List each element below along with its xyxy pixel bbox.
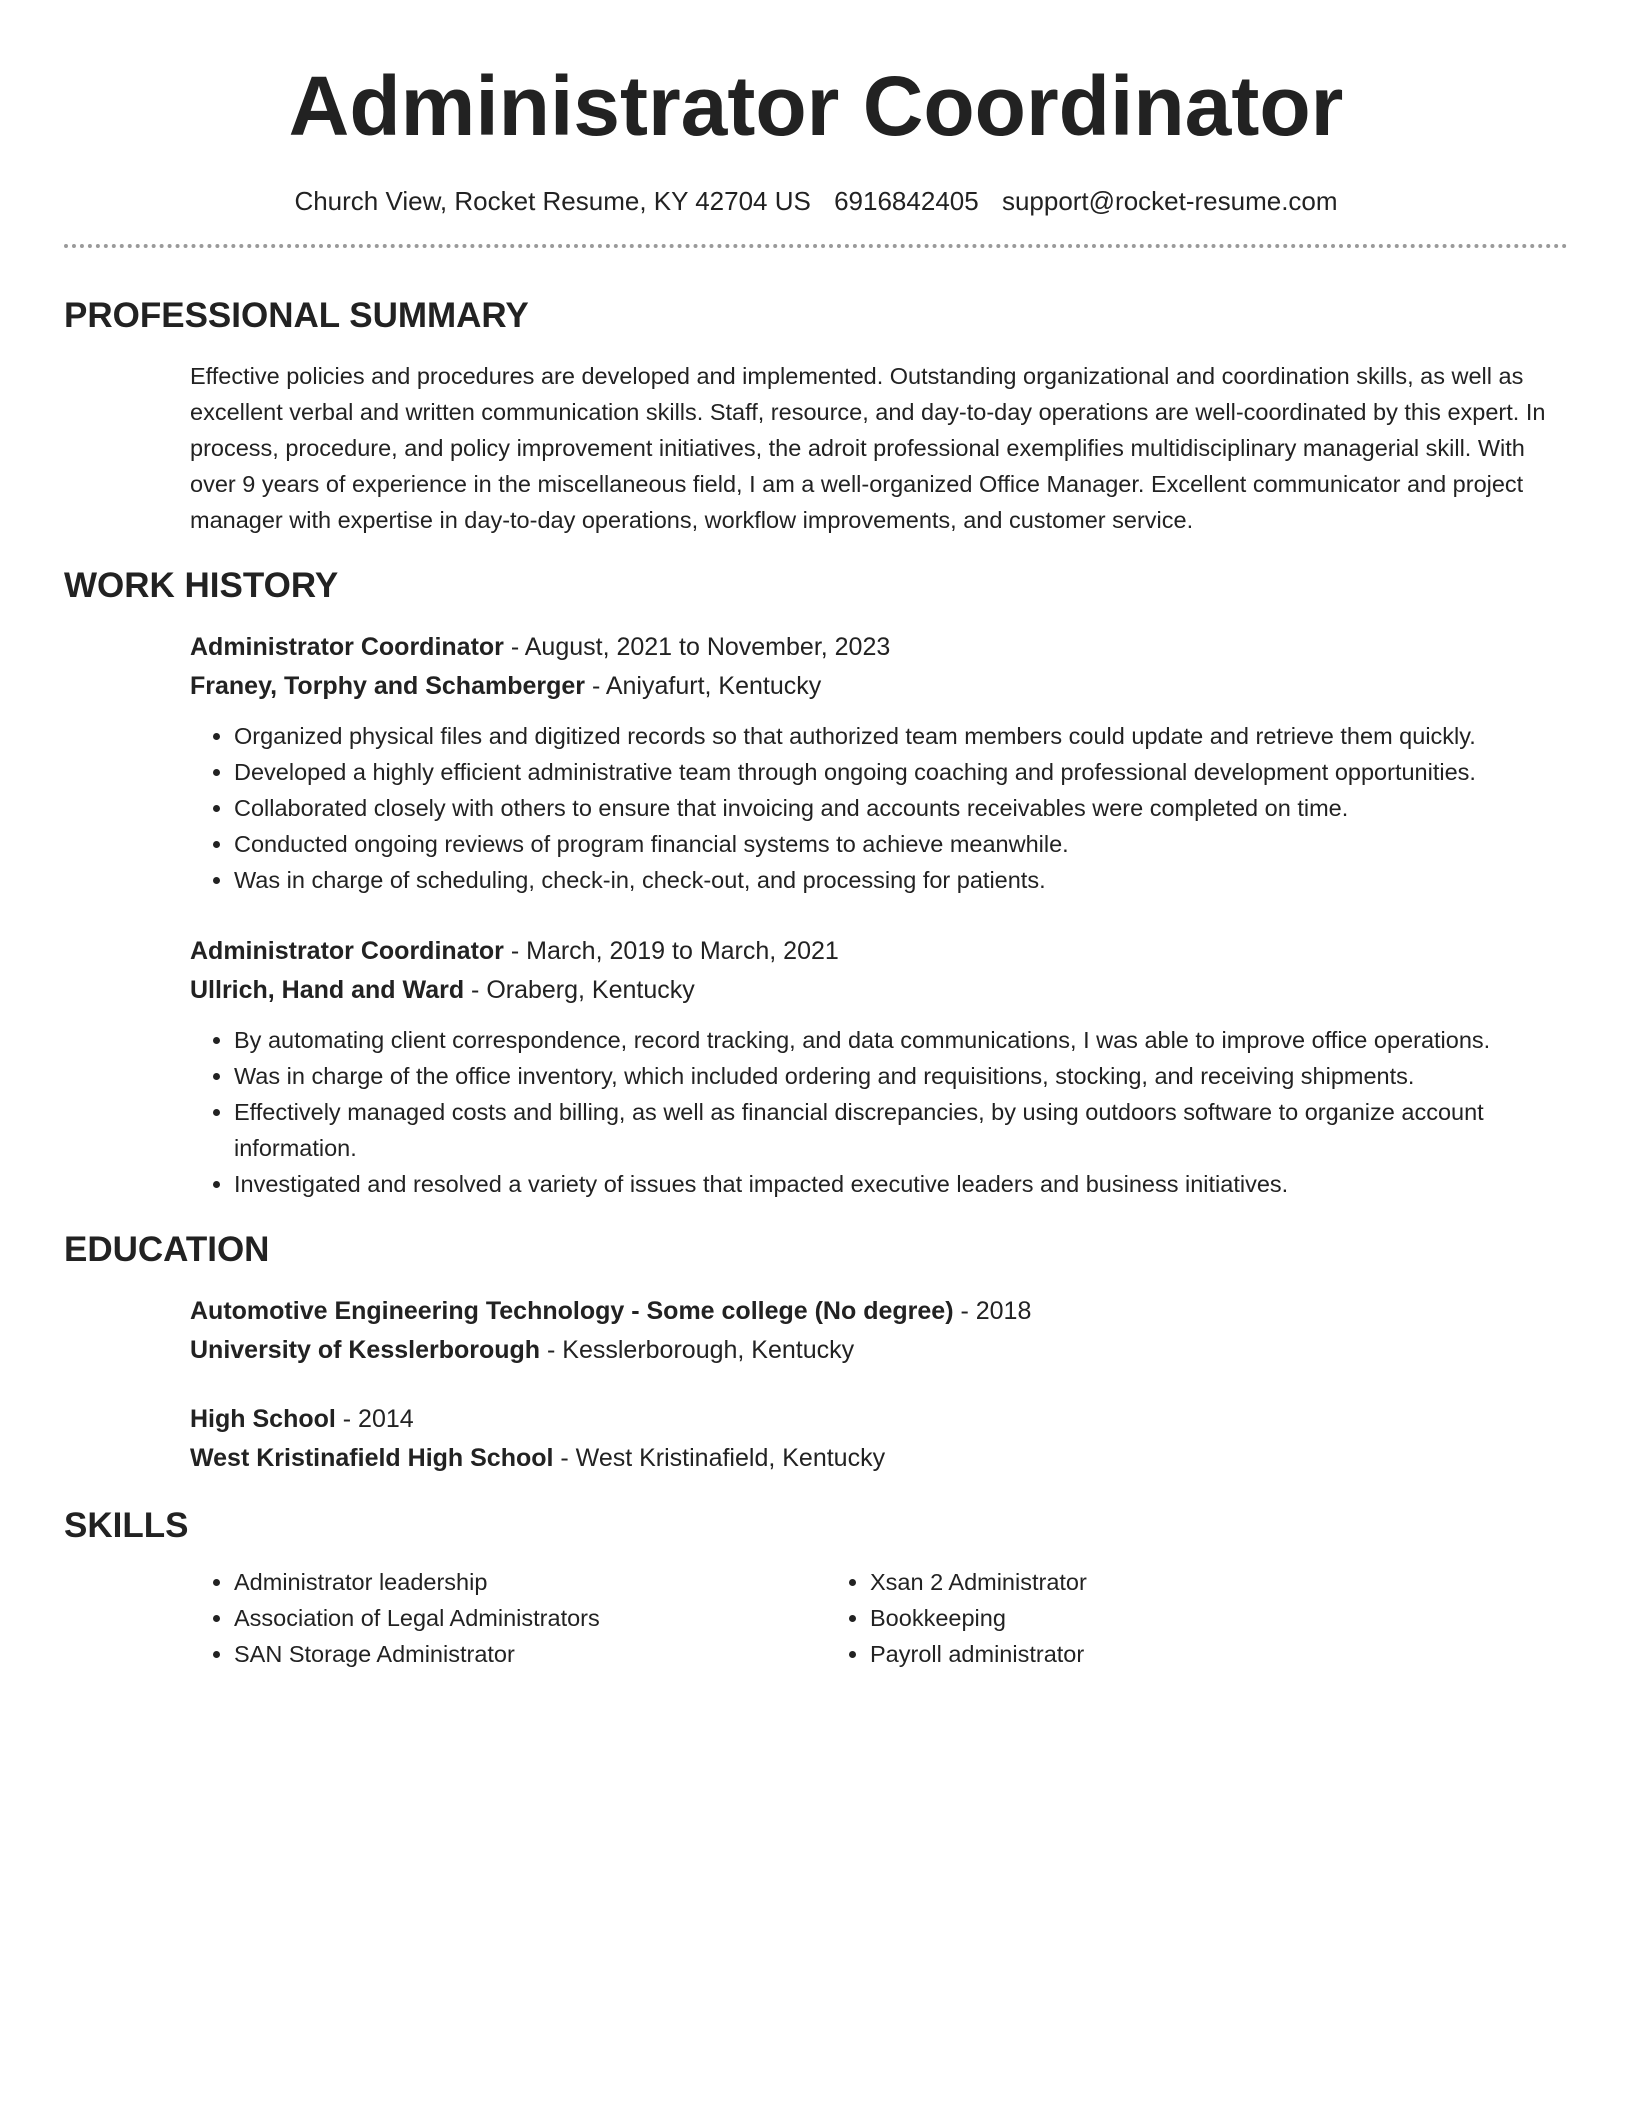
header-divider [64, 244, 1568, 248]
job-company-line [190, 667, 1568, 706]
section-title: PROFESSIONAL SUMMARY [64, 296, 529, 335]
degree-line [190, 1292, 1568, 1331]
school-location: - West Kristinafield, Kentucky [553, 1444, 886, 1472]
skills-column-right [826, 1564, 1462, 1672]
school: University of Kesslerborough [190, 1336, 541, 1364]
contact-address: Church View, Rocket Resume, KY 42704 US [294, 186, 811, 216]
job-role: Administrator Coordinator [190, 633, 504, 661]
job-title-line [190, 932, 1568, 971]
education-entry [190, 1292, 1568, 1370]
job-title-line [190, 628, 1568, 667]
degree-year: - 2018 [953, 1297, 1032, 1325]
list-item: • Effectively managed costs and billing, as well as financial discrepancies, by using outdoors software to organize account information. [234, 1094, 1568, 1166]
skill-item: • Association of Legal Administrators [234, 1600, 826, 1636]
job-role: Administrator Coordinator [190, 937, 504, 965]
degree-line [190, 1400, 1568, 1439]
degree-year: - 2014 [335, 1405, 414, 1433]
list-item: • Was in charge of scheduling, check-in, check-out, and processing for patients. [234, 862, 1568, 898]
job-dates: - August, 2021 to November, 2023 [503, 633, 891, 661]
section-title: SKILLS [64, 1506, 189, 1545]
job-company: Ullrich, Hand and Ward [190, 976, 465, 1004]
school-line [190, 1331, 1568, 1370]
job-company-line [190, 971, 1568, 1010]
skills-column-left [190, 1564, 826, 1672]
summary-text: Effective policies and procedures are developed and implemented. Outstanding organizational and coordination skills, as well as excellent verbal and written communication skills. Staff, resource, and day-to-day operations are well-coordinated by this expert. In process, procedure, and policy improvement initiatives, the adroit professional exemplifies multidisciplinary managerial skill. With over 9 years of experience in the miscellaneous field, I am a well-organized Office Manager. Excellent communicator and project manager with expertise in day-to-day operations, workflow improvements, and customer service. [190, 363, 1546, 533]
contact-line [64, 184, 1568, 218]
job-entry [190, 628, 1568, 898]
school-location: - Kesslerborough, Kentucky [540, 1336, 855, 1364]
section-education [64, 1228, 1568, 1478]
job-location: - Aniyafurt, Kentucky [585, 672, 822, 700]
degree: Automotive Engineering Technology - Some college (No degree) [190, 1297, 954, 1325]
candidate-name: Administrator Coordinator [288, 59, 1344, 153]
section-title: EDUCATION [64, 1230, 270, 1269]
skill-item: • SAN Storage Administrator [234, 1636, 826, 1672]
section-skills [64, 1504, 1568, 1672]
list-item: • Conducted ongoing reviews of program financial systems to achieve meanwhile. [234, 826, 1568, 862]
list-item: • Organized physical files and digitized records so that authorized team members could update and retrieve them quickly. [234, 718, 1568, 754]
job-bullets [190, 718, 1568, 898]
job-company: Franey, Torphy and Schamberger [190, 672, 586, 700]
job-dates: - March, 2019 to March, 2021 [503, 937, 839, 965]
skill-item: • Xsan 2 Administrator [870, 1564, 1462, 1600]
list-item: • By automating client correspondence, record tracking, and data communications, I was able to improve office operations. [234, 1022, 1568, 1058]
job-bullets [190, 1022, 1568, 1202]
list-item: • Developed a highly efficient administrative team through ongoing coaching and professional development opportunities. [234, 754, 1568, 790]
school: West Kristinafield High School [190, 1444, 554, 1472]
section-professional-summary [64, 294, 1568, 538]
section-body [190, 358, 1568, 538]
section-title: WORK HISTORY [64, 566, 339, 605]
contact-phone: 6916842405 [834, 186, 979, 216]
contact-email: support@rocket-resume.com [1001, 186, 1338, 216]
skills-columns [190, 1564, 1568, 1672]
section-body [190, 628, 1568, 1202]
section-body [190, 1292, 1568, 1478]
school-line [190, 1439, 1568, 1478]
list-item: • Was in charge of the office inventory, which included ordering and requisitions, stocking, and receiving shipments. [234, 1058, 1568, 1094]
list-item: • Collaborated closely with others to ensure that invoicing and accounts receivables were completed on time. [234, 790, 1568, 826]
skill-item: • Payroll administrator [870, 1636, 1462, 1672]
education-entry [190, 1400, 1568, 1478]
section-work-history [64, 564, 1568, 1202]
degree: High School [190, 1405, 336, 1433]
skill-item: • Bookkeeping [870, 1600, 1462, 1636]
skill-item: • Administrator leadership [234, 1564, 826, 1600]
job-location: - Oraberg, Kentucky [464, 976, 695, 1004]
list-item: • Investigated and resolved a variety of issues that impacted executive leaders and business initiatives. [234, 1166, 1568, 1202]
job-entry [190, 932, 1568, 1202]
